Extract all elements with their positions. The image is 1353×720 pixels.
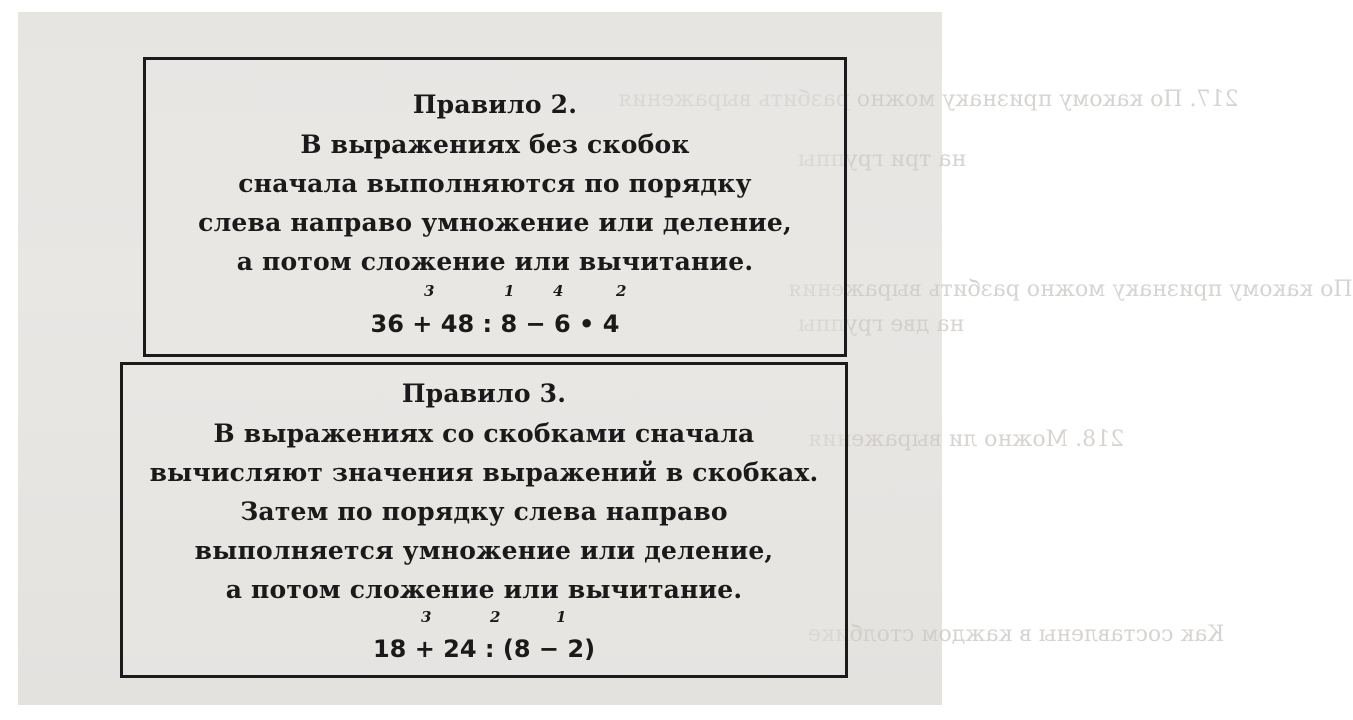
order-mark: 1	[556, 608, 567, 626]
bleed-through-text: на три группы	[798, 147, 967, 172]
rule-3-line: В выражениях со скобками сначала	[213, 419, 755, 448]
order-mark: 4	[553, 282, 564, 300]
rule-3-formula: 18 + 24 : (8 − 2)	[372, 635, 596, 663]
bleed-through-text: Как составлены в каждом столбике	[808, 622, 1225, 647]
order-mark: 3	[424, 282, 435, 300]
rule-2-box	[143, 57, 847, 357]
rule-3-line: выполняется умножение или деление,	[194, 536, 774, 565]
order-mark: 1	[504, 282, 515, 300]
textbook-page-photo	[18, 12, 1353, 705]
bleed-through-text: на две группы	[798, 312, 965, 337]
rule-3-line: Затем по порядку слева направо	[240, 497, 728, 526]
rule-3-title: Правило 3.	[401, 379, 567, 408]
rule-3-line: а потом сложение или вычитание.	[225, 575, 743, 604]
bleed-through-text: По какому признаку можно разбить выражения	[788, 277, 1353, 302]
rule-2-line: сначала выполняются по порядку	[238, 169, 752, 198]
bleed-through-text: 217. По какому признаку можно разбить выражения	[618, 87, 1239, 112]
rule-2-line: слева направо умножение или деление,	[198, 208, 792, 237]
rule-2-line: а потом сложение или вычитание.	[236, 247, 754, 276]
rule-2-formula: 36 + 48 : 8 − 6 • 4	[370, 310, 620, 338]
order-mark: 3	[421, 608, 432, 626]
rule-3-line: вычисляют значения выражений в скобках.	[149, 458, 819, 487]
bleed-through-text: 218. Можно ли выражения	[808, 427, 1125, 452]
rule-2-line: В выражениях без скобок	[300, 130, 690, 159]
order-mark: 2	[490, 608, 501, 626]
order-mark: 2	[616, 282, 627, 300]
rule-2-title: Правило 2.	[412, 90, 578, 119]
rule-3-box	[120, 362, 848, 678]
